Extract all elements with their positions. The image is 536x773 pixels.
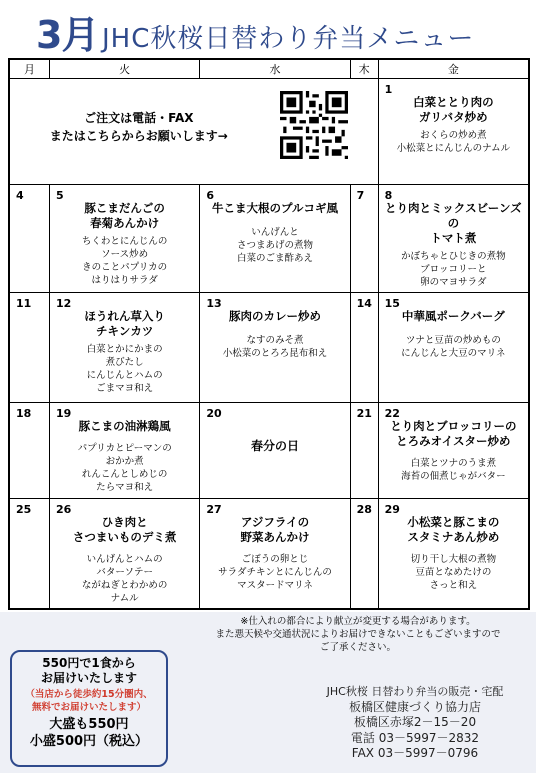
shop-fax: FAX 03－5997－0796	[351, 746, 479, 760]
side-dish-line: ソース炒め	[101, 249, 149, 260]
side-dish-line: たらマヨ和え	[96, 482, 154, 493]
side-dish-line: 海苔の佃煮じゃがバター	[401, 471, 506, 482]
price-box	[10, 650, 168, 767]
shop-certification: 板橋区健康づくり協力店	[348, 699, 481, 714]
portion-prices	[12, 716, 166, 750]
main-dish	[204, 309, 345, 324]
day-cell	[378, 185, 528, 293]
shop-address: 板橋区赤塚2－15－20	[353, 715, 477, 729]
side-dish-line: パプリカとピーマンの	[77, 443, 172, 454]
order-notice-line: またはこちらからお願いします→	[49, 129, 228, 143]
shop-phone[interactable]: 電話 03－5997－2832	[350, 730, 480, 745]
main-dish-line: アジフライの	[240, 515, 310, 529]
main-dish	[383, 419, 524, 449]
weekday-wed: 水	[200, 60, 350, 79]
day-number: 7	[356, 189, 365, 202]
main-dish-line: とろみオイスター炒め	[396, 434, 511, 448]
weekday-fri: 金	[378, 60, 528, 79]
side-dish-line: さつまあげの煮物	[236, 240, 313, 251]
shop-name: JHC秋桜 日替わり弁当の販売・宅配	[326, 685, 504, 698]
title-month: 3月	[36, 13, 99, 57]
order-notice-cell	[10, 79, 379, 185]
day-cell	[10, 185, 50, 293]
weekday-header-row	[10, 60, 529, 79]
main-dish	[383, 201, 524, 246]
side-dish-line: サラダチキンとにんじんの	[218, 567, 332, 578]
main-dish-line: ひき肉と	[101, 515, 148, 529]
side-dish-line: 煮びたし	[105, 357, 144, 368]
day-number: 1	[384, 83, 393, 96]
menu-calendar	[8, 58, 530, 610]
side-dishes	[54, 553, 195, 605]
day-cell	[50, 499, 200, 609]
main-dish	[383, 515, 524, 545]
day-cell	[10, 499, 50, 609]
main-dish-line: とり肉とミックスビーンズの	[385, 201, 522, 230]
day-cell	[350, 293, 378, 403]
side-dishes	[54, 343, 195, 395]
side-dish-line: にんじんとハムの	[86, 370, 163, 381]
delivery-line: （当店から徒歩約15分圏内、	[25, 689, 153, 700]
day-number: 21	[356, 407, 372, 420]
side-dish-line: 白菜のごま酢あえ	[236, 253, 313, 264]
day-number: 27	[206, 503, 222, 516]
side-dishes	[383, 250, 524, 289]
main-dish	[204, 515, 345, 545]
day-cell	[10, 403, 50, 499]
main-dish	[54, 201, 195, 231]
main-dish	[54, 309, 195, 339]
side-dishes	[383, 457, 524, 483]
week-row	[10, 79, 529, 185]
side-dishes	[54, 235, 195, 287]
title-text: JHC秋桜日替わり弁当メニュー	[102, 24, 475, 54]
order-notice	[10, 109, 268, 145]
side-dishes	[383, 553, 524, 592]
side-dishes	[204, 553, 345, 592]
side-dish-line: いんげんとハムの	[86, 554, 163, 565]
qr-code-icon[interactable]	[280, 91, 348, 159]
day-number: 15	[384, 297, 400, 310]
page-title	[0, 0, 536, 56]
day-cell	[50, 293, 200, 403]
holiday-label: 春分の日	[250, 439, 299, 453]
shop-info	[300, 684, 530, 762]
day-number: 6	[206, 189, 214, 202]
day-cell	[200, 499, 350, 609]
side-dish-line: ナムル	[110, 593, 139, 604]
side-dish-line: 白菜とかにかまの	[86, 344, 163, 355]
day-cell	[10, 293, 50, 403]
price-line: 550円で1食から	[42, 656, 136, 670]
side-dish-line: 豆苗となめたけの	[415, 567, 492, 578]
main-dish	[204, 201, 345, 216]
delivery-note	[12, 688, 166, 714]
main-dish-line: 野菜あんかけ	[240, 530, 310, 544]
side-dish-line: ごぼうの卵とじ	[241, 554, 309, 565]
main-dish-line: 牛こま大根のプルコギ風	[211, 201, 339, 215]
day-cell	[200, 293, 350, 403]
order-notice-line: ご注文は電話・FAX	[84, 111, 194, 125]
day-cell	[350, 185, 378, 293]
day-number: 5	[56, 189, 64, 202]
side-dish-line: おくらの炒め煮	[420, 130, 487, 141]
side-dish-line: さっと和え	[429, 580, 478, 591]
side-dish-line: ごまマヨ和え	[96, 383, 154, 394]
menu-change-notice	[188, 615, 528, 654]
side-dishes	[383, 334, 524, 360]
main-dish	[383, 309, 524, 324]
day-cell	[350, 403, 378, 499]
side-dish-line: 小松菜とにんじんのナムル	[396, 143, 511, 154]
day-number: 20	[206, 407, 222, 420]
side-dish-line: いんげんと	[251, 227, 299, 238]
day-number: 11	[16, 297, 32, 310]
day-number: 12	[56, 297, 72, 310]
side-dish-line: かぼちゃとひじきの煮物	[401, 251, 506, 262]
week-row	[10, 293, 529, 403]
day-number: 28	[356, 503, 372, 516]
side-dish-line: ちくわとにんじんの	[81, 236, 168, 247]
side-dish-line: マスタードマリネ	[237, 580, 313, 591]
weekday-mon: 月	[10, 60, 50, 79]
day-cell	[378, 499, 528, 609]
day-number: 22	[384, 407, 400, 420]
main-dish-line: さつまいものデミ煮	[72, 530, 177, 544]
notice-line: ご了承ください。	[319, 642, 396, 653]
main-dish-line: 豚肉のカレー炒め	[228, 309, 321, 323]
day-number: 14	[356, 297, 372, 310]
side-dishes	[204, 334, 345, 360]
day-number: 18	[16, 407, 32, 420]
side-dishes	[54, 442, 195, 494]
main-dish-line: 豚こまだんごの	[84, 201, 165, 215]
week-row	[10, 499, 529, 609]
price-line: 大盛も550円	[49, 717, 129, 732]
price-intro	[12, 656, 166, 686]
notice-line: また悪天候や交通状況によりお届けできないこともございますので	[215, 629, 501, 640]
day-cell	[378, 403, 528, 499]
day-cell	[350, 499, 378, 609]
day-number: 26	[56, 503, 72, 516]
main-dish	[54, 515, 195, 545]
day-number: 13	[206, 297, 222, 310]
side-dish-line: にんじんと大豆のマリネ	[401, 348, 506, 359]
main-dish-line: とり肉とブロッコリーの	[390, 419, 517, 433]
side-dish-line: はりはりサラダ	[91, 275, 158, 286]
day-cell	[50, 403, 200, 499]
price-line: 小盛500円（税込）	[29, 734, 149, 749]
main-dish-line: 春菊あんかけ	[90, 216, 160, 230]
side-dish-line: ツナと豆苗の炒めもの	[405, 335, 501, 346]
main-dish-line: 白菜ととり肉の	[413, 95, 494, 109]
price-line: お届けいたします	[40, 671, 137, 685]
side-dish-line: なすのみそ煮	[246, 335, 304, 346]
main-dish-line: チキンカツ	[95, 324, 154, 338]
delivery-line: 無料でお届けいたします）	[31, 702, 146, 713]
main-dish	[383, 95, 524, 125]
side-dish-line: ブロッコリーと	[420, 264, 487, 275]
side-dish-line: 切り干し大根の煮物	[410, 554, 497, 565]
day-number: 8	[384, 189, 393, 202]
main-dish-line: トマト煮	[430, 231, 477, 245]
main-dish-line: ほうれん草入り	[84, 309, 165, 323]
side-dish-line: おかか煮	[105, 456, 144, 467]
notice-line: ※仕入れの都合により献立が変更する場合があります。	[240, 616, 476, 627]
day-cell	[378, 79, 528, 185]
day-number: 29	[384, 503, 400, 516]
day-cell	[50, 185, 200, 293]
day-number: 4	[16, 189, 24, 202]
main-dish-line: 小松菜と豚こまの	[407, 515, 500, 529]
main-dish-line: 豚こまの油淋鶏風	[78, 419, 171, 433]
week-row	[10, 185, 529, 293]
weekday-thu: 木	[350, 60, 378, 79]
side-dishes	[204, 226, 345, 265]
side-dish-line: れんこんとしめじの	[81, 469, 168, 480]
day-number: 25	[16, 503, 32, 516]
main-dish-line: 中華風ポークバーグ	[401, 309, 505, 323]
side-dish-line: ながねぎとわかめの	[81, 580, 168, 591]
side-dish-line: 白菜とツナのうま煮	[410, 458, 497, 469]
day-cell	[378, 293, 528, 403]
side-dish-line: 小松菜のとろろ昆布和え	[222, 348, 328, 359]
day-cell	[200, 403, 350, 499]
main-dish-line: スタミナあん炒め	[407, 530, 500, 544]
main-dish	[54, 419, 195, 434]
side-dish-line: きのことパプリカの	[82, 262, 168, 273]
day-number: 19	[56, 407, 72, 420]
side-dish-line: 卵のマヨサラダ	[420, 277, 487, 288]
day-cell	[200, 185, 350, 293]
side-dish-line: バターソテー	[96, 567, 153, 578]
main-dish-line: ガリバタ炒め	[419, 110, 488, 124]
side-dishes	[383, 129, 524, 155]
week-row	[10, 403, 529, 499]
weekday-tue: 火	[50, 60, 200, 79]
